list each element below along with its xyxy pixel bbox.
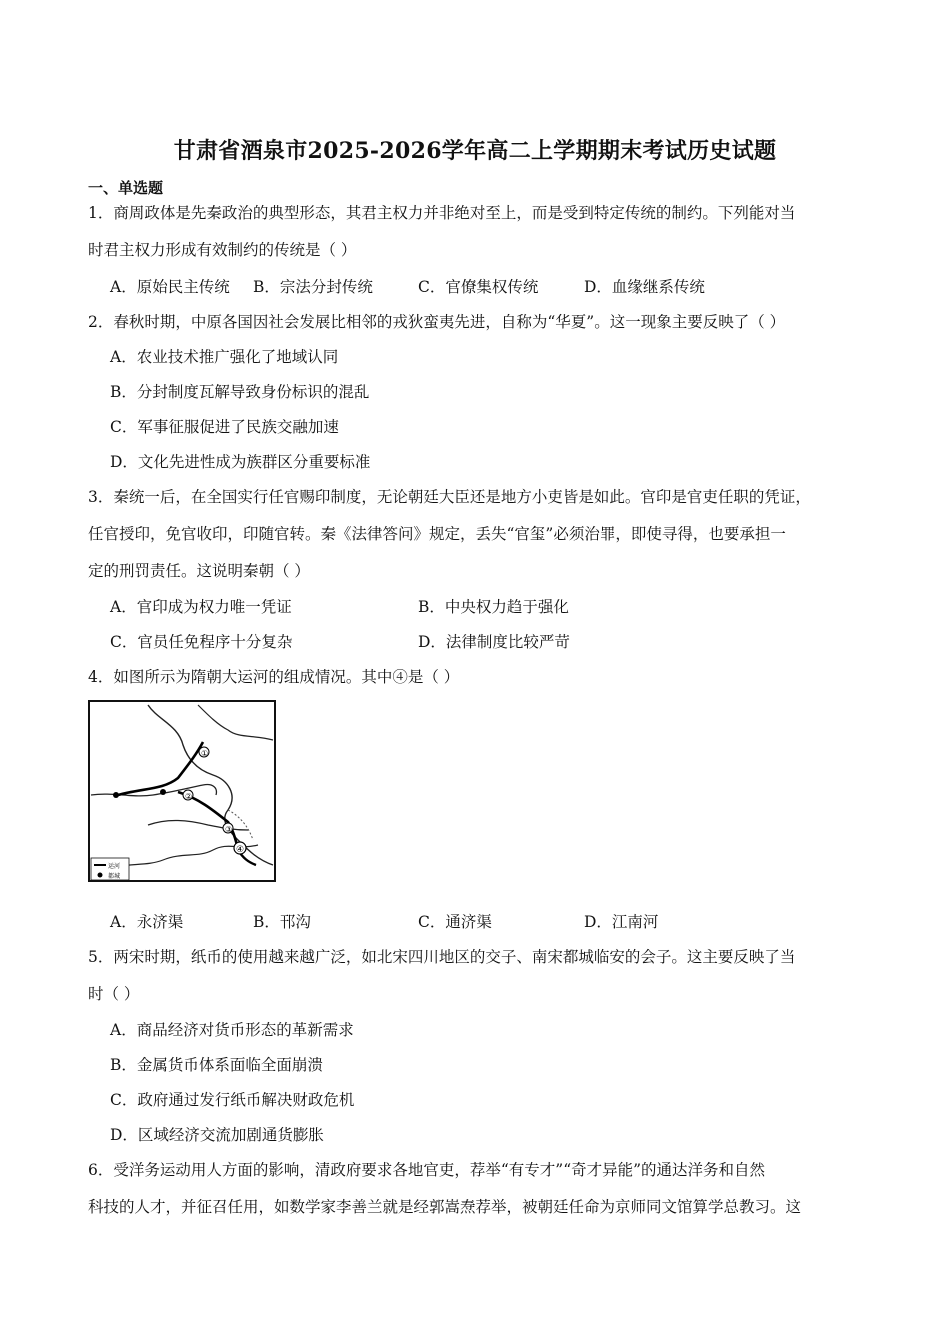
grand-canal-map [88,700,276,882]
option-a: A．商品经济对货币形态的革新需求 [110,1021,354,1039]
question-6-text: 科技的人才，并征召任用，如数学家李善兰就是经郭嵩焘荐举，被朝廷任命为京师同文馆算学总教习。这 [88,1198,802,1216]
legend-canal: 运河 [108,863,121,870]
option-b: B．金属货币体系面临全面崩溃 [110,1056,323,1074]
option-d: D．法律制度比较严苛 [418,633,570,651]
legend-capital: 都城 [108,873,121,880]
option-b: B．分封制度瓦解导致身份标识的混乱 [110,383,370,401]
option-a: A．官印成为权力唯一凭证 [110,598,292,616]
option-b: B．中央权力趋于强化 [418,598,569,616]
question-1-text: 1．商周政体是先秦政治的典型形态，其君主权力并非绝对至上，而是受到特定传统的制约。下列能对当 [88,204,796,222]
section-heading: 一、单选题 [88,179,164,197]
option-b: B．邗沟 [253,913,311,931]
question-3-text: 定的刑罚责任。这说明秦朝（ ） [88,562,310,580]
option-c: C．政府通过发行纸币解决财政危机 [110,1091,355,1109]
question-2-text: 2．春秋时期，中原各国因社会发展比相邻的戎狄蛮夷先进，自称为“华夏”。这一现象主要反映了（ ） [88,313,786,331]
option-c: C．通济渠 [418,913,492,931]
question-6-text: 6．受洋务运动用人方面的影响，清政府要求各地官吏，荐举“有专才”“奇才异能”的通达洋务和自然 [88,1161,766,1179]
option-a: A．原始民主传统 [110,278,230,296]
option-b: B．宗法分封传统 [253,278,373,296]
option-c: C．官僚集权传统 [418,278,539,296]
question-3-text: 3．秦统一后，在全国实行任官赐印制度，无论朝廷大臣还是地方小吏皆是如此。官印是官吏任职的凭证， [88,488,811,506]
marker-1: ① [201,749,209,758]
marker-3: ③ [225,825,233,834]
option-d: D．文化先进性成为族群区分重要标准 [110,453,371,471]
question-3-text: 任官授印，免官收印，印随官转。秦《法律答问》规定，丢失“官玺”必须治罪，即使寻得，也要承担一 [88,525,786,543]
marker-2: ② [185,792,193,801]
option-d: D．血缘继系传统 [584,278,705,296]
option-a: A．永济渠 [110,913,184,931]
question-1-text: 时君主权力形成有效制约的传统是（ ） [88,241,357,259]
page-title: 甘肃省酒泉市2025-2026学年高二上学期期末考试历史试题 [173,138,777,164]
option-c: C．军事征服促进了民族交融加速 [110,418,339,436]
option-c: C．官员任免程序十分复杂 [110,633,293,651]
question-5-text: 5．两宋时期，纸币的使用越来越广泛，如北宋四川地区的交子、南宋都城临安的会子。这主要反映了当 [88,948,796,966]
option-d: D．区域经济交流加剧通货膨胀 [110,1126,324,1144]
question-4-text: 4．如图所示为隋朝大运河的组成情况。其中④是（ ） [88,668,460,686]
option-d: D．江南河 [584,913,659,931]
question-5-text: 时（ ） [88,985,140,1003]
marker-4: ④ [236,845,245,855]
option-a: A．农业技术推广强化了地域认同 [110,348,339,366]
